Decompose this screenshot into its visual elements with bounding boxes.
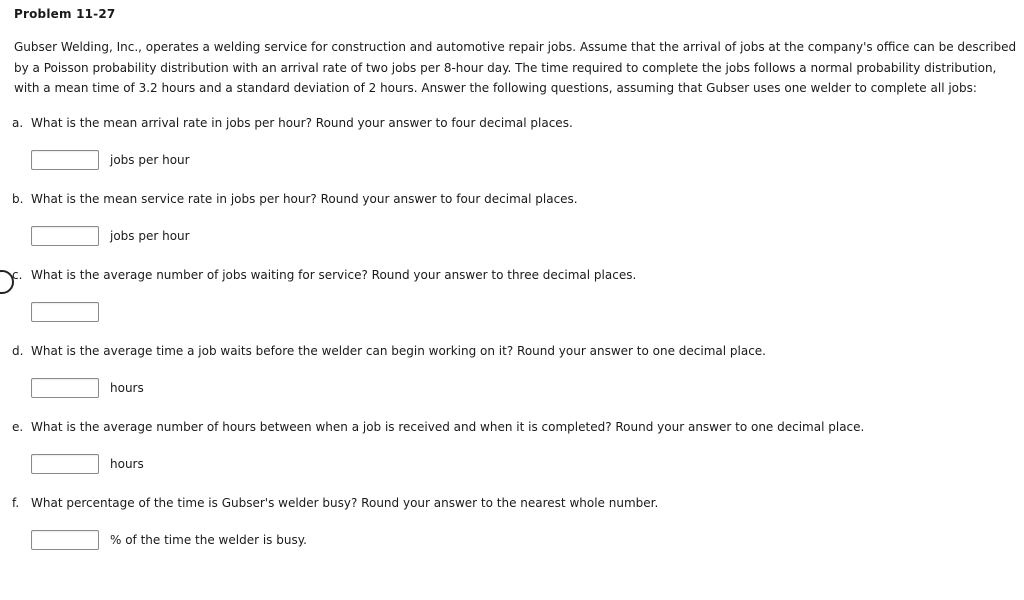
unit-label: jobs per hour — [110, 229, 190, 243]
unit-label: jobs per hour — [110, 153, 190, 167]
question-letter: c. — [12, 268, 23, 282]
question-f — [12, 496, 658, 510]
answer-input-a[interactable] — [31, 150, 99, 170]
question-letter: f. — [12, 496, 20, 510]
unit-label: hours — [110, 457, 144, 471]
answer-row-b — [31, 225, 190, 247]
question-text: What is the mean service rate in jobs per hour? Round your answer to four decimal places. — [31, 192, 578, 206]
question-letter: e. — [12, 420, 24, 434]
unit-label: hours — [110, 381, 144, 395]
question-text: What is the average time a job waits before the welder can begin working on it? Round your answer to one decimal place. — [31, 344, 766, 358]
question-c — [12, 268, 636, 282]
question-letter: a. — [12, 116, 24, 130]
answer-row-f — [31, 529, 307, 551]
question-text: What is the average number of hours between when a job is received and when it is completed? Round your answer to one decimal place. — [31, 420, 865, 434]
answer-row-a — [31, 149, 190, 171]
answer-input-d[interactable] — [31, 378, 99, 398]
question-a — [12, 116, 573, 130]
question-letter: d. — [12, 344, 24, 358]
question-d — [12, 344, 766, 358]
answer-row-d — [31, 377, 144, 399]
answer-input-e[interactable] — [31, 454, 99, 474]
answer-input-f[interactable] — [31, 530, 99, 550]
answer-input-c[interactable] — [31, 302, 99, 322]
question-text: What is the average number of jobs waiting for service? Round your answer to three decimal places. — [31, 268, 637, 282]
question-text: What is the mean arrival rate in jobs per hour? Round your answer to four decimal places. — [31, 116, 573, 130]
question-b — [12, 192, 578, 206]
answer-input-b[interactable] — [31, 226, 99, 246]
unit-label: % of the time the welder is busy. — [110, 533, 307, 547]
answer-row-c — [31, 301, 110, 323]
problem-title: Problem 11-27 — [14, 7, 116, 21]
question-e — [12, 420, 864, 434]
answer-row-e — [31, 453, 144, 475]
problem-intro: Gubser Welding, Inc., operates a welding service for construction and automotive repair jobs. Assume that the arrival of jobs at the company's office can be described by a Poisson probability distribution with an arrival rate of two jobs per 8-hour day. The time required to complete the jobs follows a normal probability distribution, with a mean time of 3.2 hours and a standard deviation of 2 hours. Answer the following questions, assuming that Gubser uses one welder to complete all jobs: — [14, 40, 1017, 95]
question-letter: b. — [12, 192, 24, 206]
question-text: What percentage of the time is Gubser's welder busy? Round your answer to the nearest whole number. — [31, 496, 659, 510]
